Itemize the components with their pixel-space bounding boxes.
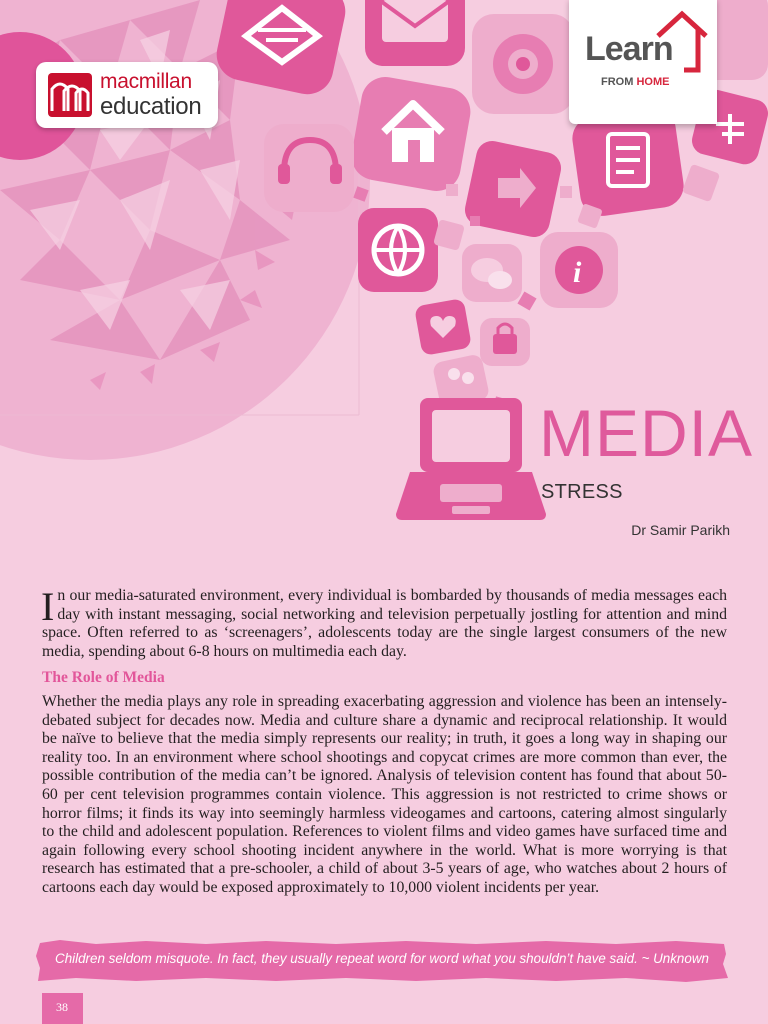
info-icon	[540, 232, 618, 308]
from-home-text: FROM HOME	[601, 76, 670, 88]
article-title: MEDIA	[539, 396, 754, 470]
camera-icon	[472, 14, 574, 114]
page-number: 38	[56, 1000, 68, 1014]
learn-text: Learn	[585, 30, 673, 68]
heart-icon	[414, 298, 472, 356]
publisher-name-line2: education	[100, 93, 202, 120]
chat-icon	[462, 244, 522, 302]
globe-icon	[358, 208, 438, 292]
headset-icon	[264, 124, 354, 212]
section-paragraph: Whether the media plays any role in spreading exacerbating aggression and violence has been an intensely-debated subject for decades now. Media and culture share a dynamic and reciprocal relationship. It would be naïve to believe that the media simply represents our reality; in truth, it goes a long way in shaping our reality too. In an environment where school shootings and copycat crimes are more common than ever, the possible contribution of the media can’t be ignored. Analysis of television content has found that about 50-60 per cent television programmes contain violence. This aggression is not restricted to crime shows or horror films; it finds its way into seemingly harmless videogames and cartoons, catering almost singularly to the child and adolescent population. References to violent films and video games have surfaced time and again following every school shooting incident anywhere in the world. What is more worrying is that research has estimated that a pre-schooler, a child of about 3-5 years of age, who watches about 2 hours of cartoons each day would be exposed approximately to 10,000 violent incidents per year.	[42, 693, 727, 896]
quote-text: Children seldom misquote. In fact, they usually repeat word for word what you shouldn’t have said. ~ Unknown	[55, 951, 709, 966]
intro-paragraph	[41, 584, 727, 661]
page-number-box	[42, 993, 83, 1024]
laptop-icon	[396, 398, 546, 520]
article-author: Dr Samir Parikh	[631, 522, 730, 538]
svg-text:i: i	[573, 256, 582, 289]
home-icon	[348, 73, 474, 195]
publisher-name-line1: macmillan	[100, 70, 192, 93]
intro-text: n our media-saturated environment, every individual is bombarded by thousands of media messages each day with instant messaging, social networking and television perpetually jostling for attention and mind space. Often referred to as ‘screenagers’, adolescents today are the single largest consumers of the new media, spending about 6-8 hours on multimedia each day.	[42, 587, 727, 660]
article-subtitle: STRESS	[541, 481, 623, 503]
lock-icon	[480, 318, 530, 366]
section-heading: The Role of Media	[42, 669, 165, 686]
mail-icon	[365, 0, 465, 66]
learn-from-home-logo	[569, 0, 717, 124]
drop-cap: I	[41, 584, 55, 629]
quote-banner	[36, 940, 728, 982]
publisher-mark-icon	[48, 73, 92, 117]
publisher-logo	[36, 62, 218, 128]
